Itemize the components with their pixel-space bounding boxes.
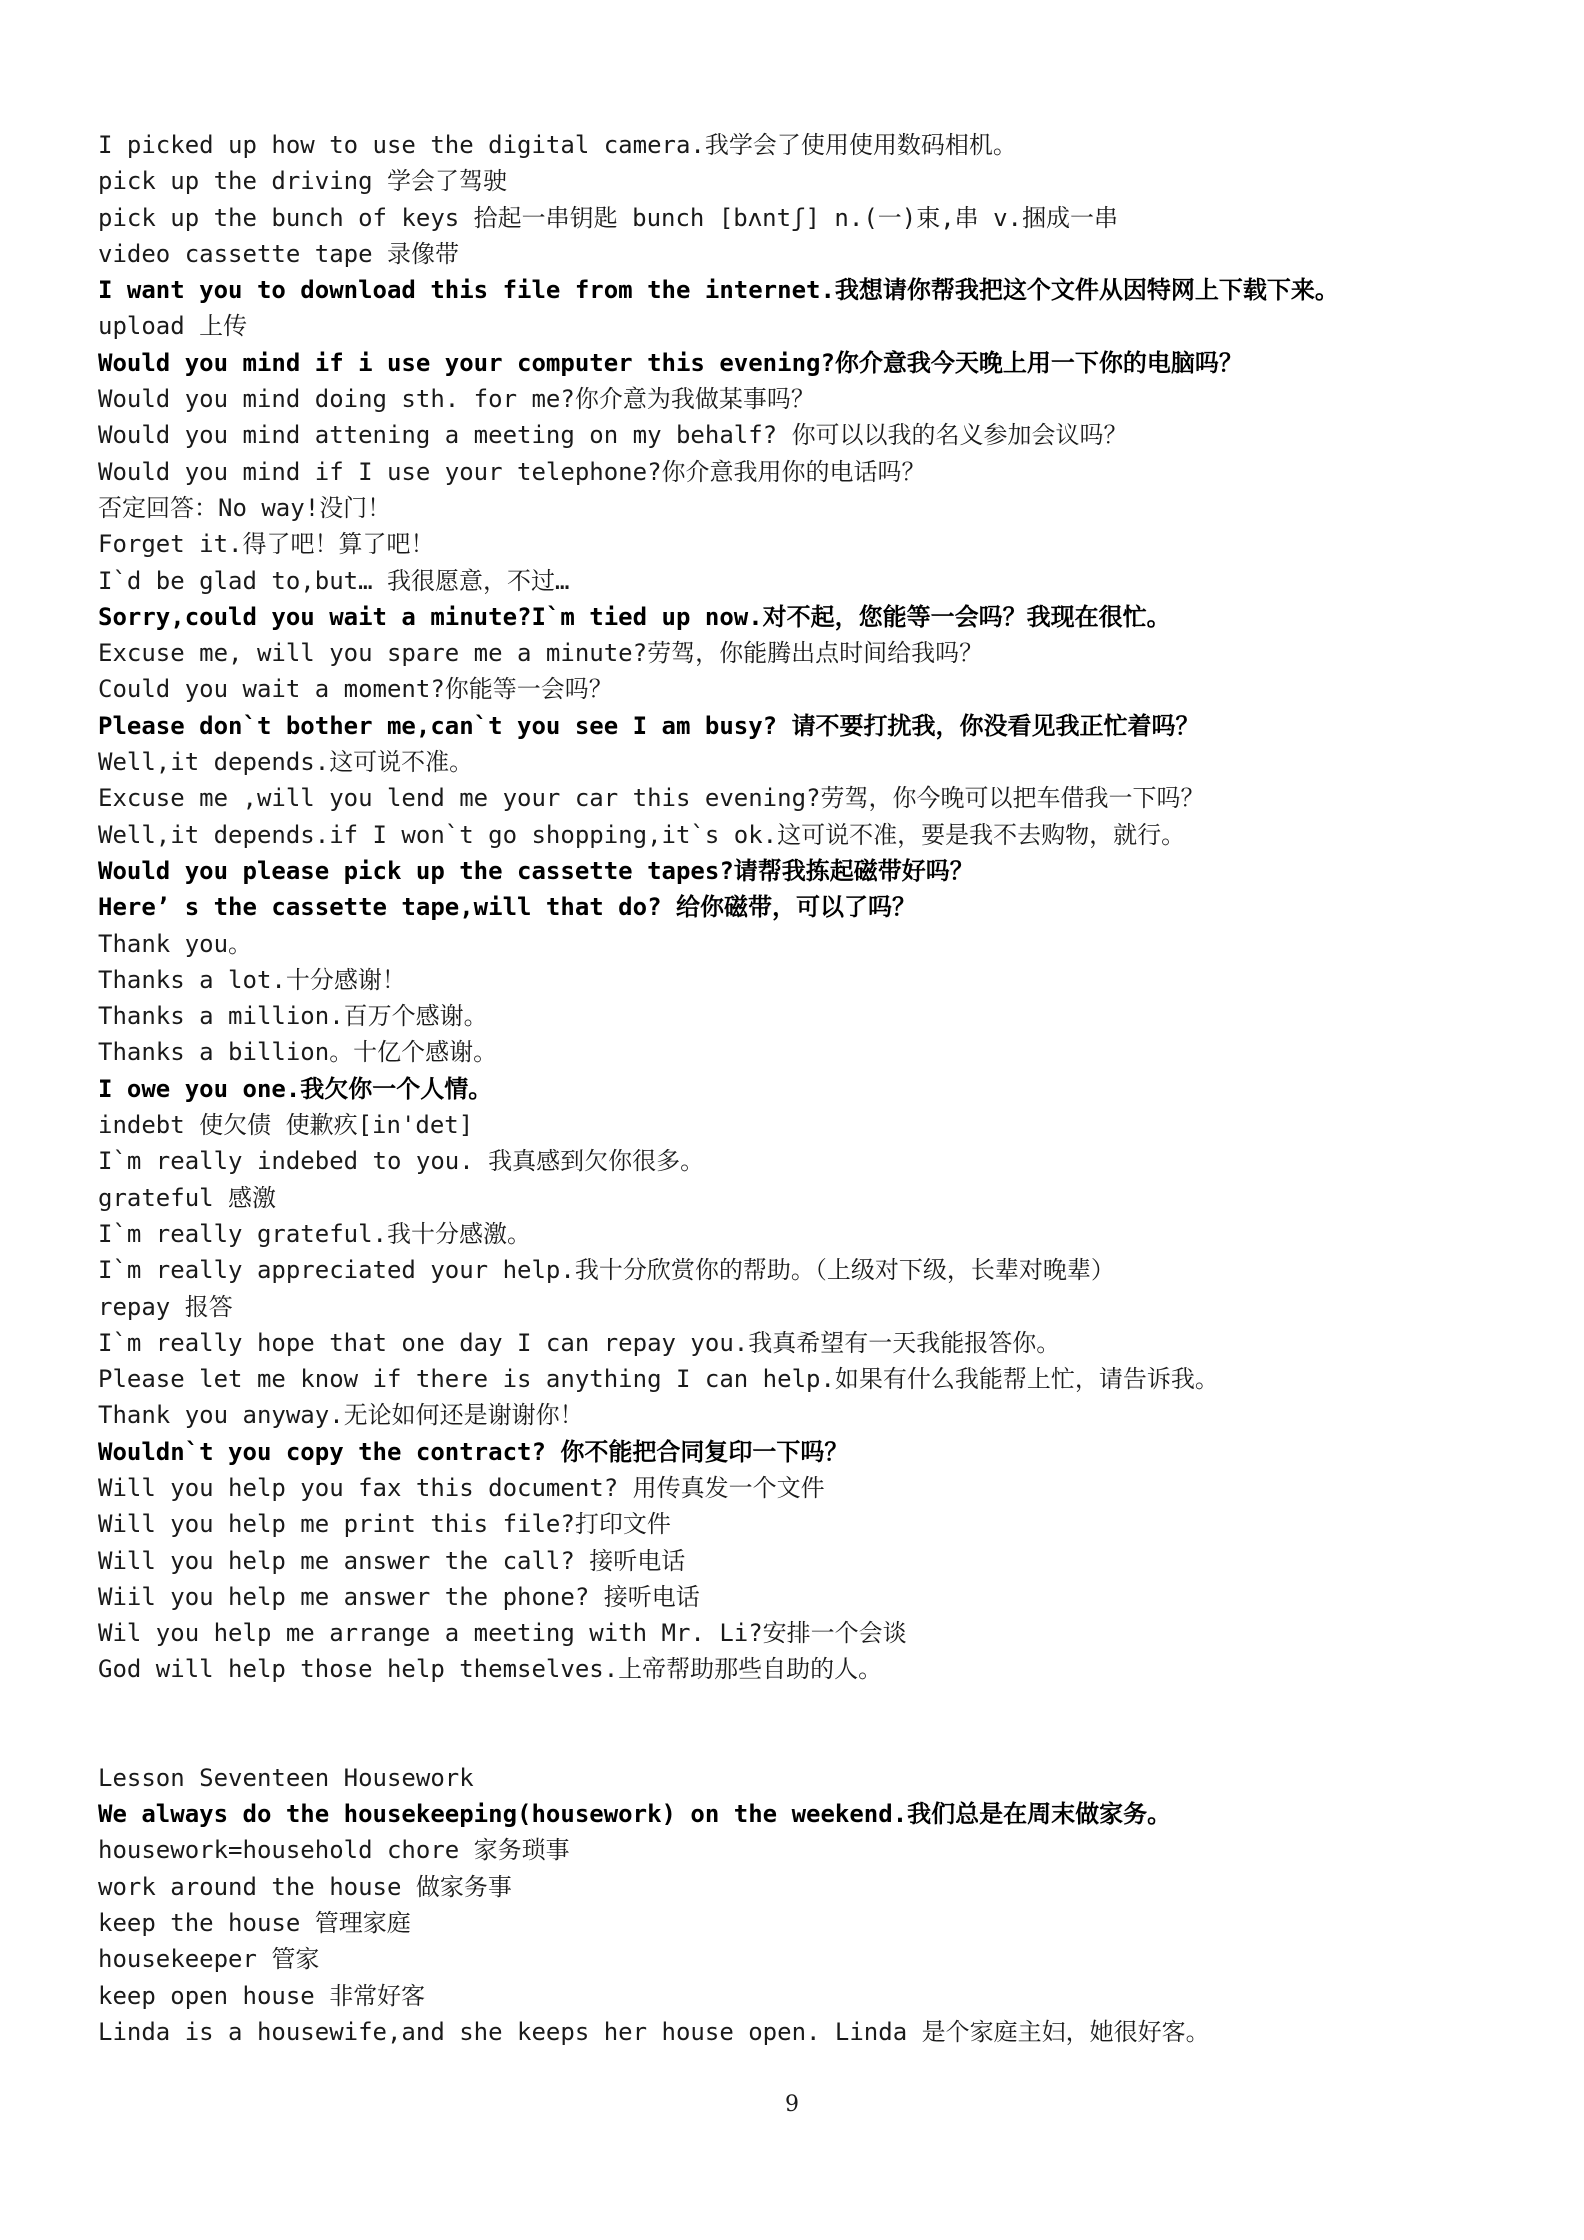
text-line: God will help those help themselves.上帝帮助那些自助的人。 — [98, 1655, 883, 1684]
text-line: I owe you one.我欠你一个人情。 — [98, 1074, 493, 1103]
text-line: Would you please pick up the cassette tapes?请帮我拣起磁带好吗？ — [98, 856, 974, 885]
text-line: Thank you anyway.无论如何还是谢谢你！ — [98, 1401, 584, 1430]
text-line: Please don`t bother me,can`t you see I am busy? 请不要打扰我，你没看见我正忙着吗？ — [98, 711, 1200, 740]
text-line: Will you help me print this file?打印文件 — [98, 1510, 671, 1539]
text-line: Will you help me answer the call? 接听电话 — [98, 1546, 686, 1575]
text-line: I`m really grateful.我十分感激。 — [98, 1219, 531, 1248]
text-line: Would you mind if I use your telephone?你介意我用你的电话吗？ — [98, 457, 926, 486]
text-line: Wil you help me arrange a meeting with Mr. Li?安排一个会谈 — [98, 1619, 907, 1648]
text-line: Lesson Seventeen Housework — [98, 1763, 474, 1792]
text-line: housekeeper 管家 — [98, 1945, 320, 1974]
text-line: We always do the housekeeping(housework) on the weekend.我们总是在周末做家务。 — [98, 1800, 1172, 1829]
text-line: Well,it depends.这可说不准。 — [98, 748, 474, 777]
text-line: Would you mind attening a meeting on my behalf? 你可以以我的名义参加会议吗？ — [98, 421, 1128, 450]
page-content — [98, 127, 1518, 2050]
text-line: keep the house 管理家庭 — [98, 1908, 411, 1937]
text-line: Wouldn`t you copy the contract? 你不能把合同复印一下吗？ — [98, 1437, 849, 1466]
text-line: Excuse me ,will you lend me your car this evening?劳驾，你今晚可以把车借我一下吗？ — [98, 784, 1205, 813]
text-line: Will you help you fax this document? 用传真发一个文件 — [98, 1473, 825, 1502]
text-line: housework=household chore 家务琐事 — [98, 1836, 570, 1865]
text-line: Here’ s the cassette tape,will that do? 给你磁带，可以了吗？ — [98, 893, 916, 922]
text-line: Would you mind doing sth. for me?你介意为我做某事吗？ — [98, 385, 815, 414]
text-line: Thank you。 — [98, 929, 253, 958]
text-line: I`m really indebed to you. 我真感到欠你很多。 — [98, 1147, 705, 1176]
text-line: Thanks a billion。十亿个感谢。 — [98, 1038, 498, 1067]
text-line: 否定回答：No way!没门！ — [98, 493, 392, 522]
text-line: repay 报答 — [98, 1292, 233, 1321]
text-line: Would you mind if i use your computer this evening?你介意我今天晚上用一下你的电脑吗？ — [98, 348, 1243, 377]
text-line: I`d be glad to,but… 我很愿意，不过… — [98, 566, 570, 595]
text-line: work around the house 做家务事 — [98, 1872, 512, 1901]
text-line: Sorry,could you wait a minute?I`m tied up now.对不起，您能等一会吗？我现在很忙。 — [98, 602, 1171, 631]
text-line: Well,it depends.if I won`t go shopping,it`s ok.这可说不准，要是我不去购物，就行。 — [98, 820, 1186, 849]
text-line: Linda is a housewife,and she keeps her house open. Linda 是个家庭主妇，她很好客。 — [98, 2017, 1210, 2046]
text-line: pick up the bunch of keys 拾起一串钥匙 bunch [bʌntʃ] n.(一)束,串 v.捆成一串 — [98, 203, 1119, 232]
lesson-seventeen-block — [98, 1760, 1518, 2050]
text-line: keep open house 非常好客 — [98, 1981, 426, 2010]
text-line: Please let me know if there is anything I can help.如果有什么我能帮上忙，请告诉我。 — [98, 1365, 1219, 1394]
text-line: I`m really appreciated your help.我十分欣赏你的帮助。（上级对下级，长辈对晚辈） — [98, 1256, 1115, 1285]
text-line: video cassette tape 录像带 — [98, 239, 459, 268]
text-line: Thanks a lot.十分感谢！ — [98, 965, 406, 994]
text-line: upload 上传 — [98, 312, 248, 341]
section-gap — [98, 1688, 1518, 1760]
text-line: Could you wait a moment?你能等一会吗？ — [98, 675, 613, 704]
text-line: I picked up how to use the digital camera.我学会了使用使用数码相机。 — [98, 131, 1017, 159]
text-line: I want you to download this file from the internet.我想请你帮我把这个文件从因特网上下载下来。 — [98, 276, 1339, 305]
text-line: Excuse me, will you spare me a minute?劳驾，你能腾出点时间给我吗？ — [98, 639, 984, 668]
text-line: I`m really hope that one day I can repay you.我真希望有一天我能报答你。 — [98, 1328, 1061, 1357]
text-line: grateful 感激 — [98, 1183, 277, 1212]
text-line: Thanks a million.百万个感谢。 — [98, 1002, 488, 1031]
text-line: Forget it.得了吧！算了吧！ — [98, 530, 435, 559]
text-line: Wiil you help me answer the phone? 接听电话 — [98, 1582, 700, 1611]
text-line: pick up the driving 学会了驾驶 — [98, 167, 507, 196]
page-number: 9 — [785, 2092, 799, 2117]
text-line: indebt 使欠债 使歉疚[in'det] — [98, 1111, 474, 1140]
lesson-notes-block — [98, 127, 1518, 1688]
